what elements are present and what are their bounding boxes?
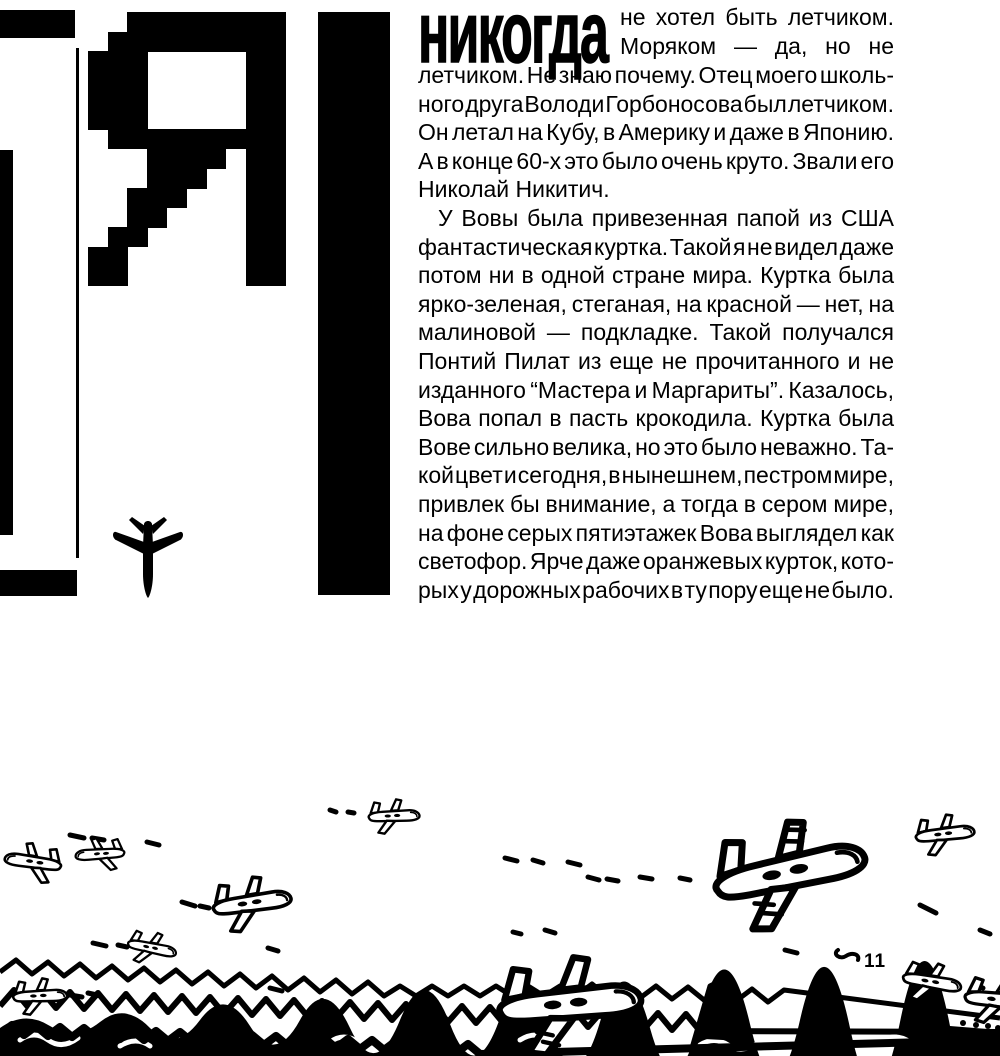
letter-pixel: [108, 266, 128, 286]
text-line: [418, 118, 894, 147]
letter-pixel: [147, 208, 167, 228]
text-line-content: светофор. Ярче даже оранжевых курток, кото-: [418, 548, 894, 575]
text-line: [418, 519, 894, 548]
pixel-letter-ya: [88, 12, 285, 286]
letter-pixel: [127, 227, 147, 247]
text-line: [418, 576, 894, 605]
text-line: [418, 347, 894, 376]
letter-pixel: [187, 168, 207, 188]
letter-pixel: [265, 227, 285, 247]
letter-pixel: [167, 149, 187, 169]
text-line-content: Моряком — да, но не: [620, 32, 894, 59]
text-line: [418, 547, 894, 576]
letter-pixel: [265, 208, 285, 228]
text-line: [418, 318, 894, 347]
text-line: [418, 404, 894, 433]
letter-pixel: [127, 110, 147, 130]
letter-pixel: [187, 32, 207, 52]
sketch-plane: [124, 927, 179, 971]
text-line-content: У Вовы была привезенная папой из США: [438, 204, 894, 231]
letter-pixel: [187, 129, 207, 149]
letter-pixel: [246, 90, 266, 110]
letter-pixel: [206, 12, 226, 32]
letter-pixel: [265, 149, 285, 169]
letter-pixel: [147, 32, 167, 52]
text-line: [418, 490, 894, 519]
sketch-plane: [914, 813, 975, 857]
deco-bar-left-edge: [0, 150, 13, 535]
letter-pixel: [265, 188, 285, 208]
letter-pixel: [88, 110, 108, 130]
text-line-content: А в конце 60-х это было очень круто. Звали его: [418, 147, 894, 174]
letter-pixel: [246, 208, 266, 228]
text-line: [620, 3, 894, 32]
letter-pixel: [147, 168, 167, 188]
letter-pixel: [265, 32, 285, 52]
letter-pixel: [88, 266, 108, 286]
text-line-content: не хотел быть летчиком.: [620, 4, 894, 30]
text-line-content: изданного “Мастера и Маргариты”. Казалось,: [418, 376, 894, 403]
letter-pixel: [226, 32, 246, 52]
letter-pixel: [246, 110, 266, 130]
text-line-content: Вова попал в пасть крокодила. Куртка была: [418, 405, 894, 432]
letter-pixel: [127, 32, 147, 52]
letter-pixel: [147, 149, 167, 169]
letter-pixel: [88, 247, 108, 267]
letter-pixel: [167, 168, 187, 188]
letter-pixel: [265, 12, 285, 32]
letter-pixel: [246, 168, 266, 188]
letter-pixel: [246, 12, 266, 32]
text-line: [418, 290, 894, 319]
deco-rule-vertical: [76, 48, 79, 558]
letter-pixel: [265, 266, 285, 286]
letter-pixel: [246, 188, 266, 208]
text-line-content: кой цвет и сегодня, в нынешнем, пестром мире,: [418, 462, 894, 489]
letter-pixel: [108, 247, 128, 267]
deco-bar-column: [318, 12, 390, 595]
wrapped-lines: [620, 3, 894, 60]
letter-pixel: [187, 149, 207, 169]
letter-pixel: [265, 168, 285, 188]
letter-pixel: [226, 12, 246, 32]
text-line-content: потом ни в одной стране мира. Куртка была: [418, 262, 894, 289]
letter-pixel: [246, 149, 266, 169]
lead-word: никогда: [418, 0, 607, 81]
text-line: [418, 376, 894, 405]
text-line-content: привлек бы внимание, а тогда в сером мире,: [418, 490, 894, 517]
text-line: [418, 433, 894, 462]
text-line: [418, 175, 894, 204]
letter-pixel: [127, 208, 147, 228]
text-line-content: ярко-зеленая, стеганая, на красной — нет, на: [418, 290, 894, 317]
sketch-plane: [211, 873, 294, 934]
text-line: [620, 32, 894, 61]
text-line: [418, 461, 894, 490]
letter-pixel: [265, 51, 285, 71]
letter-pixel: [108, 90, 128, 110]
text-line-content: Он летал на Кубу, в Америку и даже в Японию.: [418, 119, 894, 146]
letter-pixel: [127, 129, 147, 149]
deco-bar-bottom-left: [0, 570, 77, 596]
text-line: [418, 261, 894, 290]
text-line-content: фантастическая куртка. Такой я не видел даже: [418, 233, 894, 260]
text-line: [418, 233, 894, 262]
letter-pixel: [265, 247, 285, 267]
letter-pixel: [206, 129, 226, 149]
letter-pixel: [127, 90, 147, 110]
airplanes-sketch-illustration: [0, 790, 1000, 1056]
letter-pixel: [147, 129, 167, 149]
letter-pixel: [127, 71, 147, 91]
deco-bar-top-left: [0, 10, 75, 38]
letter-pixel: [108, 227, 128, 247]
letter-pixel: [88, 71, 108, 91]
letter-pixel: [246, 227, 266, 247]
text-line-content: Вове сильно велика, но это было неважно. Та-: [418, 433, 894, 460]
letter-pixel: [167, 188, 187, 208]
letter-pixel: [246, 247, 266, 267]
page-number: 11: [864, 951, 887, 972]
letter-pixel: [167, 32, 187, 52]
sketch-plane: [962, 972, 1000, 1029]
letter-pixel: [147, 12, 167, 32]
letter-pixel: [108, 51, 128, 71]
text-line-content: Понтий Пилат из еще не прочитанного и не: [418, 347, 894, 374]
text-line-content: Николай Никитич.: [418, 176, 610, 203]
sketch-plane: [3, 841, 63, 885]
letter-pixel: [127, 51, 147, 71]
letter-pixel: [265, 71, 285, 91]
letter-pixel: [127, 12, 147, 32]
letter-pixel: [147, 188, 167, 208]
letter-pixel: [246, 51, 266, 71]
letter-pixel: [246, 266, 266, 286]
letter-pixel: [246, 129, 266, 149]
sketch-plane-large: [707, 810, 874, 937]
letter-pixel: [265, 129, 285, 149]
sketch-plane: [369, 799, 420, 833]
letter-pixel: [246, 32, 266, 52]
letter-pixel: [167, 129, 187, 149]
body-lines: [418, 61, 894, 604]
text-line-content: рых у дорожных рабочих в ту пору еще не было.: [418, 576, 894, 603]
text-line: [418, 204, 894, 233]
letter-pixel: [246, 71, 266, 91]
letter-pixel: [127, 188, 147, 208]
text-line-content: летчиком. Не знаю почему. Отец моего школь-: [418, 62, 894, 88]
letter-pixel: [88, 51, 108, 71]
letter-pixel: [167, 12, 187, 32]
letter-pixel: [108, 110, 128, 130]
article-text: [418, 0, 894, 604]
text-line: [418, 90, 894, 119]
letter-pixel: [187, 12, 207, 32]
sketch-plane: [13, 978, 67, 1014]
letter-pixel: [206, 32, 226, 52]
airplane-top-view-icon: [112, 512, 184, 602]
letter-pixel: [206, 149, 226, 169]
letter-pixel: [265, 110, 285, 130]
text-line: [418, 147, 894, 176]
text-line-content: на фоне серых пятиэтажек Вова выглядел как: [418, 519, 894, 546]
letter-pixel: [226, 129, 246, 149]
sketch-planes: [3, 799, 1000, 1056]
letter-pixel: [265, 90, 285, 110]
letter-pixel: [108, 71, 128, 91]
text-line-content: ного друга Володи Горбоносова был летчиком.: [418, 90, 894, 117]
letter-pixel: [108, 129, 128, 149]
text-line-content: малиновой — подкладке. Такой получался: [418, 319, 894, 346]
letter-pixel: [108, 32, 128, 52]
letter-pixel: [88, 90, 108, 110]
